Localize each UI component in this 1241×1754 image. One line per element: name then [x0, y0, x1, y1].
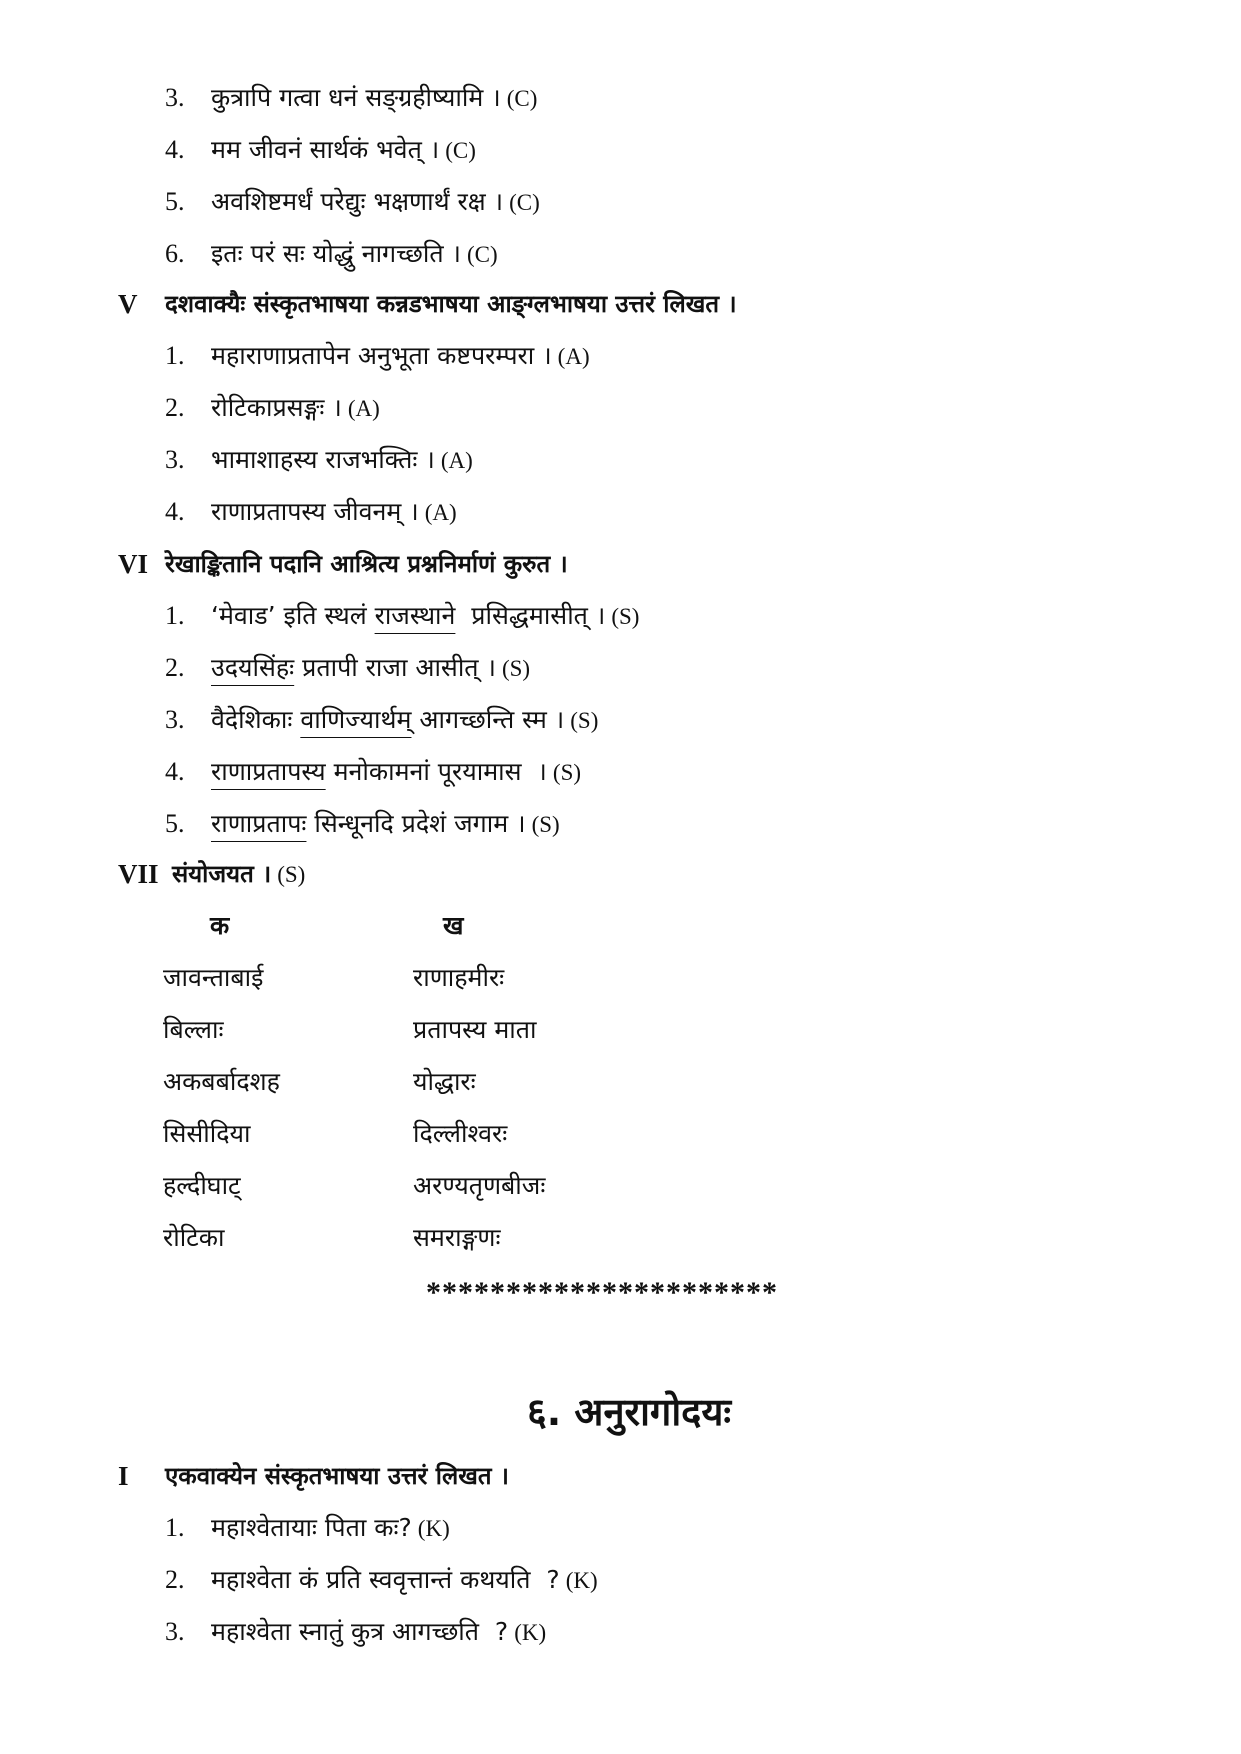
section-number: VII [118, 859, 159, 889]
section-number: VI [118, 549, 149, 579]
question-tag: (S) [611, 604, 640, 629]
column-b-item: अरण्यतृणबीजः [413, 1171, 546, 1200]
underlined-word: वाणिज्यार्थम् [300, 705, 412, 734]
column-b-header: ख [443, 911, 464, 940]
question-item: 2. महाश्वेता कं प्रति स्ववृत्तान्तं कथयति ? (K) [165, 1565, 598, 1594]
question-text: भामाशाहस्य राजभक्तिः । [211, 445, 435, 474]
question-text: मम जीवनं सार्थकं भवेत् । [211, 135, 440, 164]
question-tag: (K) [514, 1620, 547, 1645]
question-text: रोटिकाप्रसङ्गः । [211, 393, 342, 422]
question-item: 3. महाश्वेता स्नातुं कुत्र आगच्छति ? (K) [165, 1617, 547, 1646]
column-a-item: अकबर्बादशह [163, 1067, 280, 1096]
column-b-item: राणाहमीरः [413, 963, 505, 992]
question-item: 1. महाराणाप्रतापेन अनुभूता कष्टपरम्परा । (A) [165, 341, 590, 370]
question-item: 1. महाश्वेतायाः पिता कः? (K) [165, 1513, 450, 1542]
column-b-item: दिल्लीश्वरः [413, 1119, 508, 1148]
question-text: मनोकामनां पूरयामास । [325, 757, 547, 786]
section-heading: एकवाक्येन संस्कृतभाषया उत्तरं लिखत । [165, 1462, 509, 1490]
question-tag: (A) [557, 344, 590, 369]
underlined-word: राणाप्रतापस्य [211, 757, 326, 786]
question-tag: (C) [445, 138, 476, 163]
question-text: इतः परं सः योद्धुं नागच्छति । [211, 239, 461, 268]
column-a-item: बिल्लाः [163, 1015, 224, 1044]
question-tag: (C) [509, 190, 540, 215]
question-text: ‘मेवाड’ इति स्थलं [211, 601, 375, 630]
question-tag: (A) [347, 396, 380, 421]
question-item: 4. राणाप्रतापस्य मनोकामनां पूरयामास । (S) [165, 757, 582, 786]
column-a-item: हल्दीघाट् [163, 1171, 241, 1200]
column-a-header: क [210, 911, 230, 940]
question-tag: (S) [501, 656, 531, 681]
column-b-item: योद्धारः [413, 1067, 476, 1096]
question-item: 5. राणाप्रतापः सिन्धूनदि प्रदेशं जगाम । (S) [165, 809, 560, 838]
question-item: 3. कुत्रापि गत्वा धनं सङ्ग्रहीष्यामि । (C) [165, 83, 538, 112]
question-text: अवशिष्टमर्धं परेद्युः भक्षणार्थं रक्ष । [211, 187, 504, 216]
question-tag: (C) [467, 242, 498, 267]
question-item: 3. वैदेशिकाः वाणिज्यार्थम् आगच्छन्ति स्म । (S) [165, 705, 599, 734]
section-heading: दशवाक्यैः संस्कृतभाषया कन्नडभाषया आङ्ग्लभाषया उत्तरं लिखत । [165, 290, 737, 318]
question-tag: (K) [417, 1516, 450, 1541]
column-a-item: रोटिका [163, 1223, 225, 1252]
question-text: राणाप्रतापस्य जीवनम् । [211, 497, 419, 526]
question-item: 1. ‘मेवाड’ इति स्थलं राजस्थाने प्रसिद्धमासीत् । (S) [165, 601, 640, 630]
question-item: 5. अवशिष्टमर्धं परेद्युः भक्षणार्थं रक्ष । (C) [165, 187, 540, 216]
question-item: 2. रोटिकाप्रसङ्गः । (A) [165, 393, 380, 422]
question-text: महाश्वेतायाः पिता कः? [211, 1513, 412, 1542]
question-text: आगच्छन्ति स्म । [411, 705, 565, 734]
section-heading: रेखाङ्कितानि पदानि आश्रित्य प्रश्ननिर्माणं कुरुत । [165, 550, 568, 578]
question-text: कुत्रापि गत्वा धनं सङ्ग्रहीष्यामि । [211, 83, 501, 112]
divider-stars: ********************** [426, 1276, 778, 1309]
chapter-title: ६. अनुरागोदयः [527, 1390, 732, 1434]
question-text: वैदेशिकाः [211, 705, 301, 734]
column-a-item: जावन्ताबाई [163, 963, 264, 992]
question-item: 4. मम जीवनं सार्थकं भवेत् । (C) [165, 135, 476, 164]
underlined-word: राजस्थाने [374, 601, 456, 630]
question-text: सिन्धूनदि प्रदेशं जगाम । [306, 809, 526, 838]
question-tag: (A) [424, 500, 457, 525]
column-b-item: समराङ्गणः [413, 1223, 501, 1252]
question-tag: (S) [570, 708, 599, 733]
question-tag: (S) [531, 812, 560, 837]
question-tag: (S) [277, 862, 306, 887]
question-item: 3. भामाशाहस्य राजभक्तिः । (A) [165, 445, 473, 474]
question-text: प्रतापी राजा आसीत् । [294, 653, 496, 682]
underlined-word: राणाप्रतापः [211, 809, 307, 838]
underlined-word: उदयसिंहः [211, 653, 295, 682]
section-heading: संयोजयत । [172, 860, 272, 888]
question-tag: (K) [565, 1568, 598, 1593]
question-tag: (A) [440, 448, 473, 473]
section-number: V [118, 289, 138, 319]
section-heading-line [172, 858, 305, 891]
question-tag: (C) [506, 86, 538, 111]
question-item: 6. इतः परं सः योद्धुं नागच्छति । (C) [165, 239, 498, 268]
question-text: प्रसिद्धमासीत् । [455, 601, 606, 630]
question-text: महाश्वेता कं प्रति स्ववृत्तान्तं कथयति ? [211, 1565, 560, 1594]
question-text: महाराणाप्रतापेन अनुभूता कष्टपरम्परा । [211, 341, 552, 370]
question-text: महाश्वेता स्नातुं कुत्र आगच्छति ? [211, 1617, 509, 1646]
section-number: I [118, 1461, 129, 1491]
question-item: 2. उदयसिंहः प्रतापी राजा आसीत् । (S) [165, 653, 531, 682]
column-b-item: प्रतापस्य माता [413, 1015, 537, 1044]
question-tag: (S) [552, 760, 582, 785]
column-a-item: सिसीदिया [163, 1119, 251, 1148]
question-item: 4. राणाप्रतापस्य जीवनम् । (A) [165, 497, 457, 526]
